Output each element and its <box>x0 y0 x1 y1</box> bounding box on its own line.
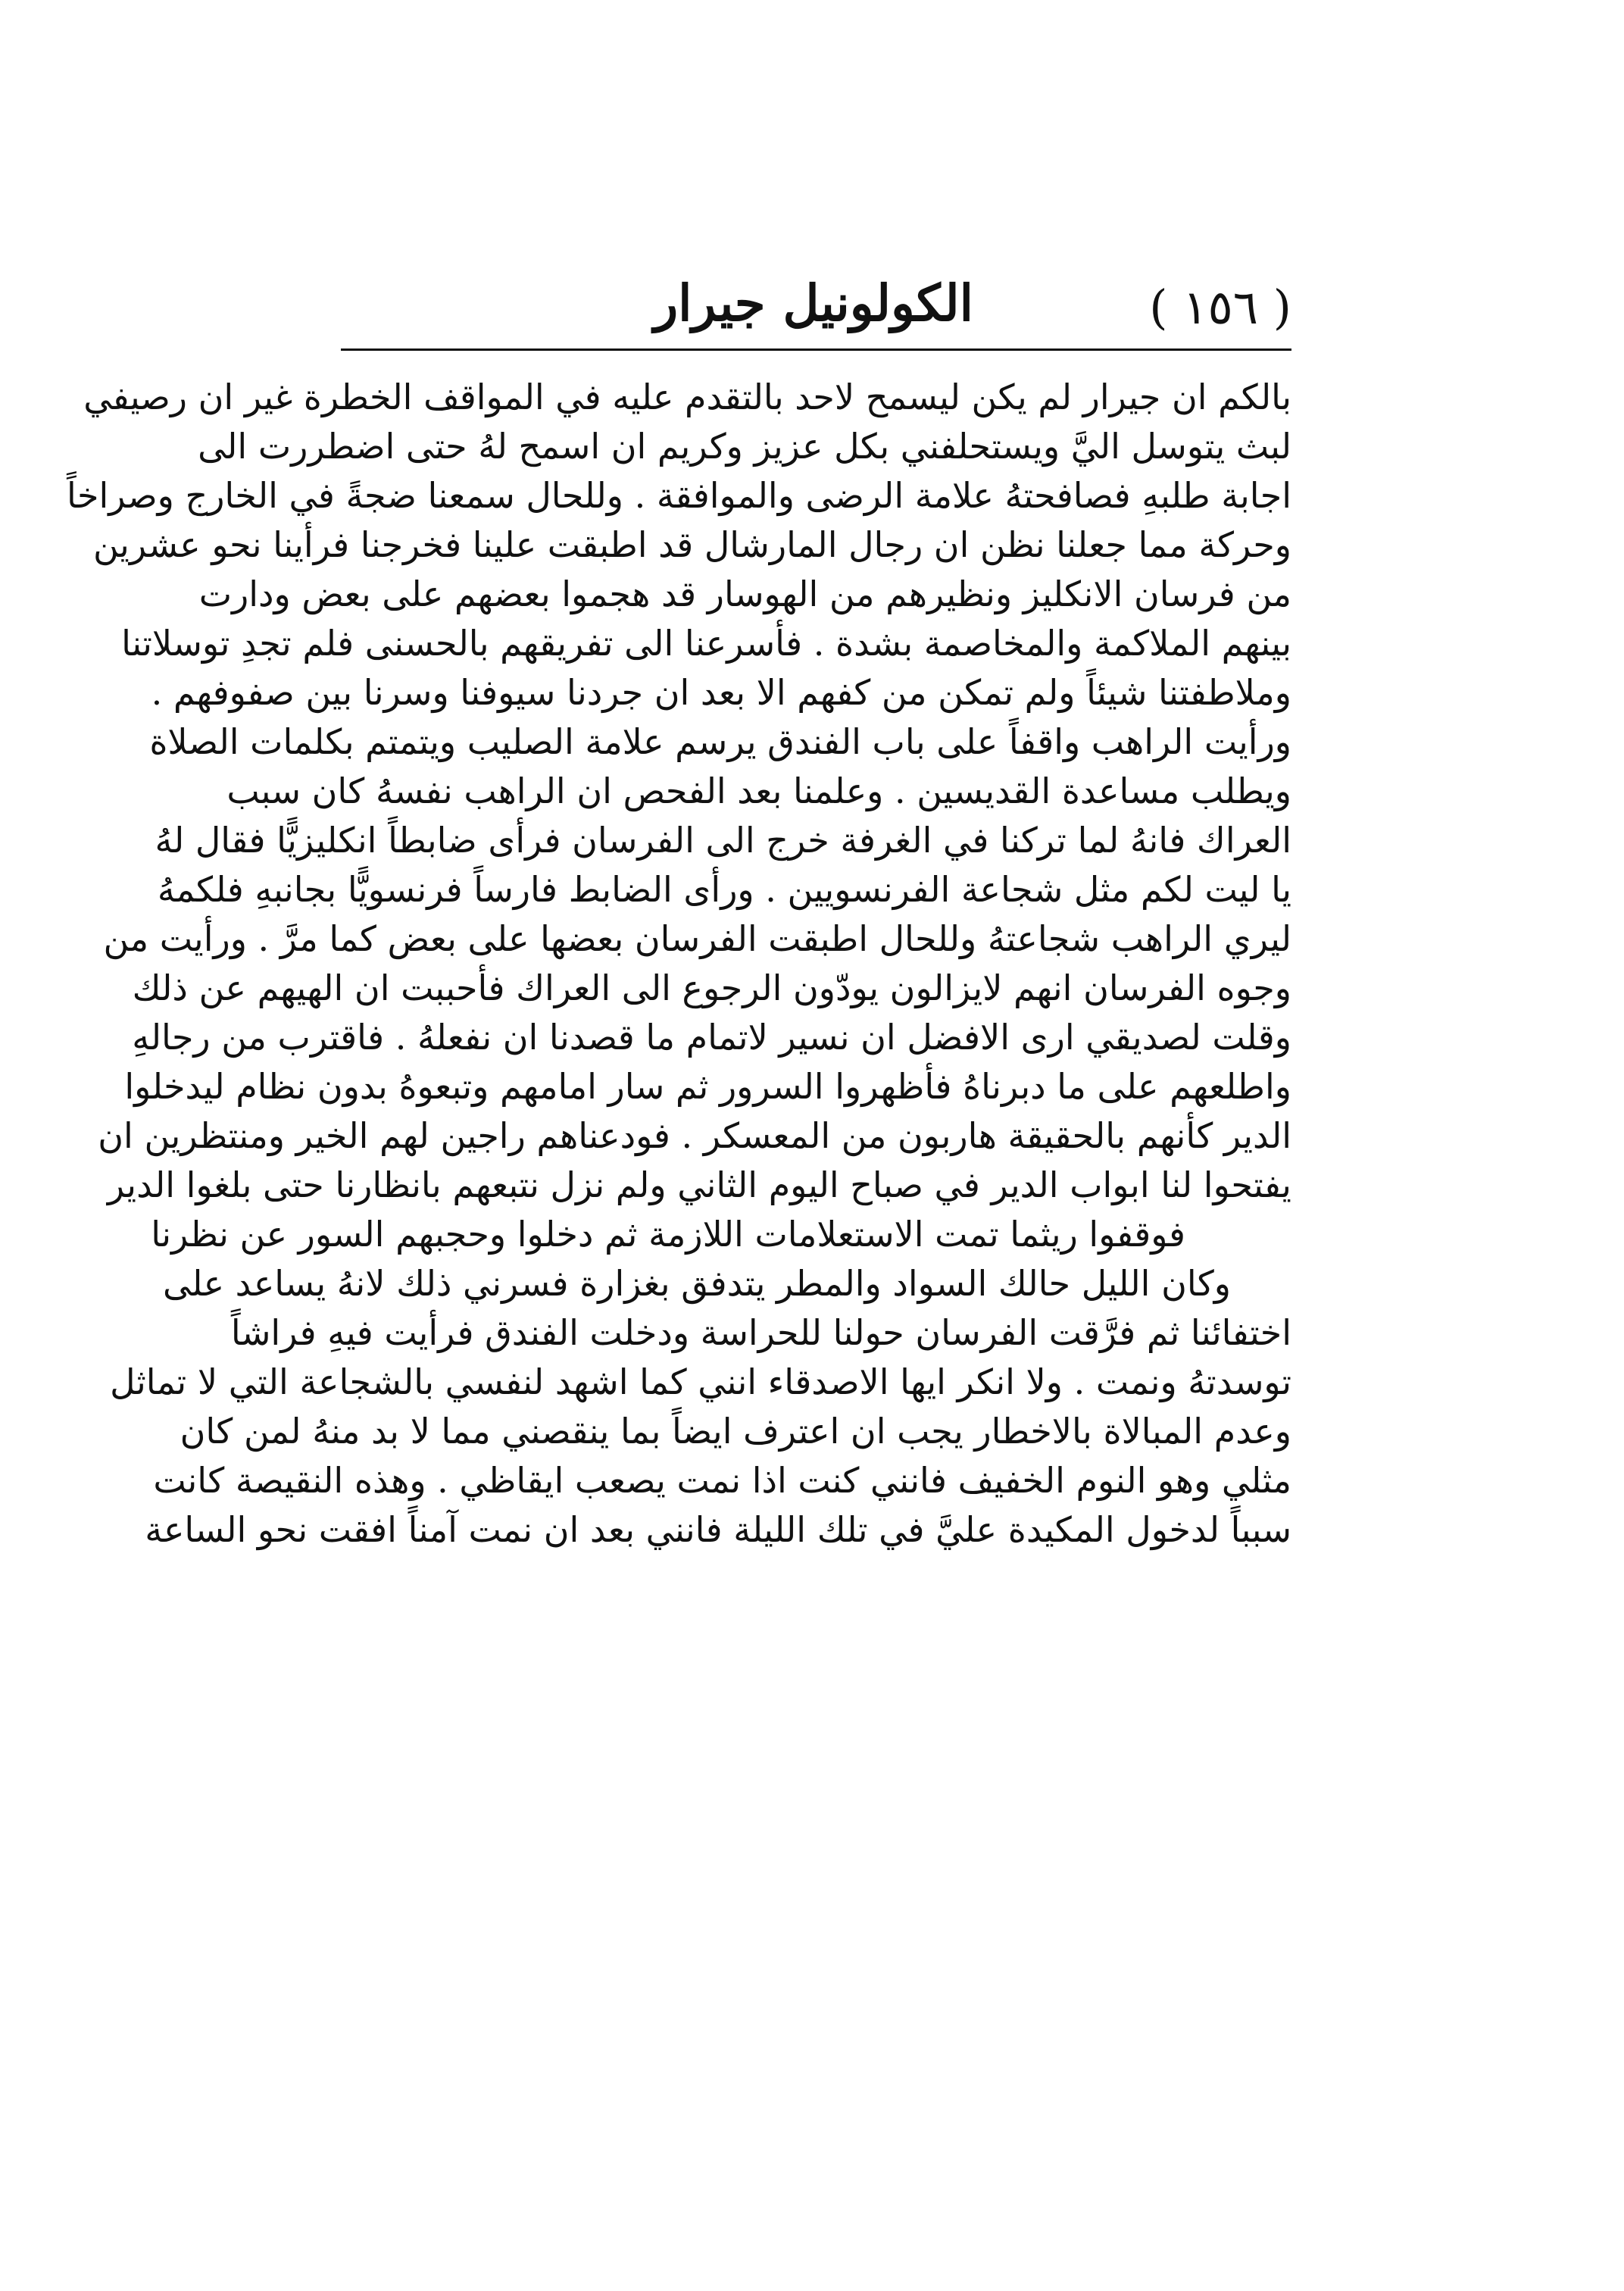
header-rule <box>341 348 1291 351</box>
text-line-19: وكان الليل حالك السواد والمطر يتدفق بغزارة فسرني ذلك لانهُ يساعد على <box>163 1263 1231 1304</box>
text-line-7: وملاطفتنا شيئاً ولم تمكن من كفهم الا بعد ان جردنا سيوفنا وسرنا بين صفوفهم . <box>151 672 1291 713</box>
text-line-13: وجوه الفرسان انهم لايزالون يودّون الرجوع الى العراك فأحببت ان الهيهم عن ذلك <box>132 967 1291 1008</box>
text-line-21: توسدتهُ ونمت . ولا انكر ايها الاصدقاء انني كما اشهد لنفسي بالشجاعة التي لا تماثل <box>110 1361 1291 1402</box>
text-line-5: من فرسان الانكليز ونظيرهم من الهوسار قد هجموا بعضهم على بعض ودارت <box>198 574 1291 614</box>
body-text <box>67 373 1291 1555</box>
text-line-12: ليري الراهب شجاعتهُ وللحال اطبقت الفرسان بعضها على بعض كما مرَّ . ورأيت من <box>103 918 1291 959</box>
page-number: ( ١٥٦ ) <box>1149 280 1291 335</box>
text-line-10: العراك فانهُ لما تركنا في الغرفة خرج الى الفرسان فرأى ضابطاً انكليزيًّا فقال لهُ <box>155 820 1291 861</box>
text-line-9: ويطلب مساعدة القديسين . وعلمنا بعد الفحص ان الراهب نفسهُ كان سبب <box>226 770 1291 811</box>
text-line-16: الدير كأنهم بالحقيقة هاربون من المعسكر . فودعناهم راجين لهم الخير ومنتظرين ان <box>98 1115 1291 1156</box>
text-line-1: بالكم ان جيرار لم يكن ليسمح لاحد بالتقدم عليه في المواقف الخطرة غير ان رصيفي <box>83 377 1291 417</box>
text-line-8: ورأيت الراهب واقفاً على باب الفندق يرسم علامة الصليب ويتمتم بكلمات الصلاة <box>149 721 1291 762</box>
page-header <box>341 273 1291 341</box>
text-line-20: اختفائنا ثم فرَّقت الفرسان حولنا للحراسة ودخلت الفندق فرأيت فيهِ فراشاً <box>230 1312 1291 1353</box>
text-line-14: وقلت لصديقي ارى الافضل ان نسير لاتمام ما قصدنا ان نفعلهُ . فاقترب من رجالهِ <box>132 1017 1291 1058</box>
text-line-6: بينهم الملاكمة والمخاصمة بشدة . فأسرعنا الى تفريقهم بالحسنى فلم تجدِ توسلاتنا <box>121 623 1291 664</box>
text-line-17: يفتحوا لنا ابواب الدير في صباح اليوم الثاني ولم نزل نتبعهم بانظارنا حتى بلغوا الدير <box>107 1164 1291 1205</box>
text-line-3: اجابة طلبهِ فصافحتهُ علامة الرضى والموافقة . وللحال سمعنا ضجةً في الخارج وصراخاً <box>67 475 1291 516</box>
running-title: الكولونيل جيرار <box>654 273 973 333</box>
text-line-11: يا ليت لكم مثل شجاعة الفرنسويين . ورأى الضابط فارساً فرنسويًّا بجانبهِ فلكمهُ <box>157 869 1291 910</box>
text-line-24: سبباً لدخول المكيدة عليَّ في تلك الليلة فانني بعد ان نمت آمناً افقت نحو الساعة <box>145 1509 1291 1550</box>
text-line-2: لبث يتوسل اليَّ ويستحلفني بكل عزيز وكريم ان اسمح لهُ حتى اضطررت الى <box>198 426 1291 467</box>
text-line-22: وعدم المبالاة بالاخطار يجب ان اعترف ايضاً بما ينقصني مما لا بد منهُ لمن كان <box>180 1411 1291 1452</box>
text-line-15: واطلعهم على ما دبرناهُ فأظهروا السرور ثم سار امامهم وتبعوهُ بدون نظام ليدخلوا <box>124 1066 1291 1107</box>
text-line-4: وحركة مما جعلنا نظن ان رجال المارشال قد اطبقت علينا فخرجنا فرأينا نحو عشرين <box>93 524 1291 565</box>
text-line-18: فوقفوا ريثما تمت الاستعلامات اللازمة ثم دخلوا وحجبهم السور عن نظرنا <box>151 1214 1185 1255</box>
text-line-23: مثلي وهو النوم الخفيف فانني كنت اذا نمت يصعب ايقاظي . وهذه النقيصة كانت <box>153 1460 1291 1501</box>
